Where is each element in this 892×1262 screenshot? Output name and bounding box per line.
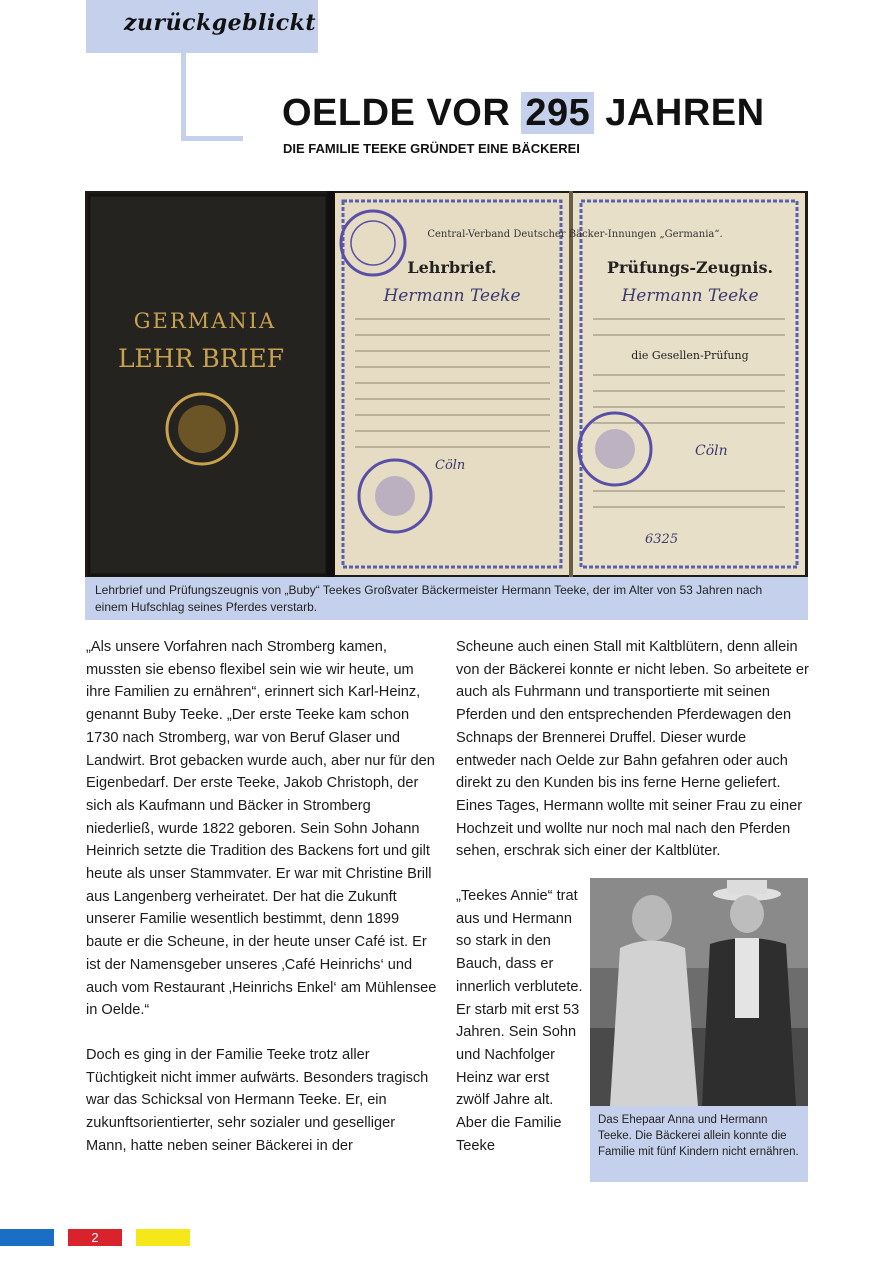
title-part-1: OELDE VOR: [282, 92, 522, 134]
tab-connector-horizontal: [181, 136, 243, 141]
title-part-2: JAHREN: [594, 92, 765, 134]
cover-subtitle: LEHR BRIEF: [117, 344, 285, 373]
doc-number: 6325: [645, 532, 679, 547]
footer-bar-blue: [0, 1229, 54, 1246]
exam-label: die Gesellen-Prüfung: [631, 349, 749, 362]
text-column-right-narrow: [456, 885, 586, 1157]
cover-title: GERMANIA: [133, 309, 277, 333]
photo-caption-small: Das Ehepaar Anna und Hermann Teeke. Die Bäckerei allein konnte die Familie mit fünf Kindern nicht ernähren.: [590, 1106, 808, 1182]
section-tab: [86, 0, 318, 53]
lehrbrief-heading: Lehrbrief.: [407, 258, 497, 277]
text-column-right: [456, 636, 810, 863]
doc-header-text: Central-Verband Deutscher Bäcker-Innungen „Germania“.: [427, 229, 723, 240]
page-title: [282, 92, 765, 135]
lehrbrief-illustration: [85, 191, 808, 577]
footer-bar-yellow: [136, 1229, 190, 1246]
section-label: zurückgeblickt: [124, 10, 316, 36]
city-left: Cöln: [435, 458, 466, 473]
text-column-left: [86, 636, 438, 1157]
tab-connector-vertical: [181, 53, 186, 141]
paragraph: Scheune auch einen Stall mit Kaltblütern, denn allein von der Bäckerei konnte er nicht leben. So arbeitete er auch als Fuhrmann und transportierte mit seinen Pferden und den entsprechenden Pferdewagen den Schnaps der Brennerei Druffel. Dieser wurde entweder nach Oelde zur Bahn gefahren oder auch direkt zu den Kunden bis ins ferne Herne geliefert. Eines Tages, Hermann wollte mit seiner Frau zu einer Hochzeit und wollte nur noch mal nach den Pferden sehen, erschrak sich einer der Kaltblüter.: [456, 639, 809, 860]
page-subtitle: DIE FAMILIE TEEKE GRÜNDET EINE BÄCKEREI: [283, 141, 580, 156]
photo-caption: Lehrbrief und Prüfungszeugnis von „Buby“ Teekes Großvater Bäckermeister Hermann Teeke, der im Alter von 53 Jahren nach einem Hufschlag seines Pferdes verstarb.: [85, 577, 808, 620]
city-right: Cöln: [695, 443, 728, 459]
zeugnis-heading: Prüfungs-Zeugnis.: [606, 258, 774, 277]
zeugnis-name: Hermann Teeke: [621, 286, 759, 306]
paragraph: „Als unsere Vorfahren nach Stromberg kamen, mussten sie ebenso flexibel sein wie wir heute, um ihre Familien zu ernähren“, erinnert sich Karl-Heinz, genannt Buby Teeke. „Der erste Teeke kam schon 1730 nach Stromberg, war von Beruf Glaser und Landwirt. Brot gebacken wurde auch, aber nur für den Eigenbedarf. Der erste Teeke, Jakob Christoph, der sich als Kaufmann und Bäcker in Stromberg niederließ, wurde 1822 geboren. Sein Sohn Johann Heinrich setzte die Tradition des Backens fort und gilt heute als unser Stammvater. Er war mit Christine Brill aus Langenberg verheiratet. Der hat die Zukunft unserer Familie wesentlich bestimmt, denn 1899 baute er die Scheune, in der heute unser Café ist. Er ist der Namensgeber unseres ‚Café Heinrichs‘ und auch vom Restaurant ‚Heinrichs Enkel‘ am Mühlensee in Oelde.“: [86, 639, 437, 1019]
paragraph: Doch es ging in der Familie Teeke trotz aller Tüchtigkeit nicht immer aufwärts. Besonders tragisch war das Schicksal von Hermann Teeke. Er, ein zukunftsorientierter, sehr sozialer und geselliger Mann, hatte neben seiner Bäckerei in der: [86, 1046, 429, 1154]
page-number: 2: [68, 1229, 122, 1246]
couple-photo: [590, 878, 808, 1106]
couple-illustration: [590, 878, 808, 1106]
paragraph: „Teekes Annie“ trat aus und Hermann so stark in den Bauch, dass er innerlich verblutete. Er starb mit erst 53 Jahren. Sein Sohn und Nachfolger Heinz war erst zwölf Jahre alt. Aber die Familie Teeke: [456, 888, 583, 1154]
title-highlight: 295: [521, 92, 594, 134]
lehrbrief-name: Hermann Teeke: [383, 286, 521, 306]
document-photo: [85, 191, 808, 577]
